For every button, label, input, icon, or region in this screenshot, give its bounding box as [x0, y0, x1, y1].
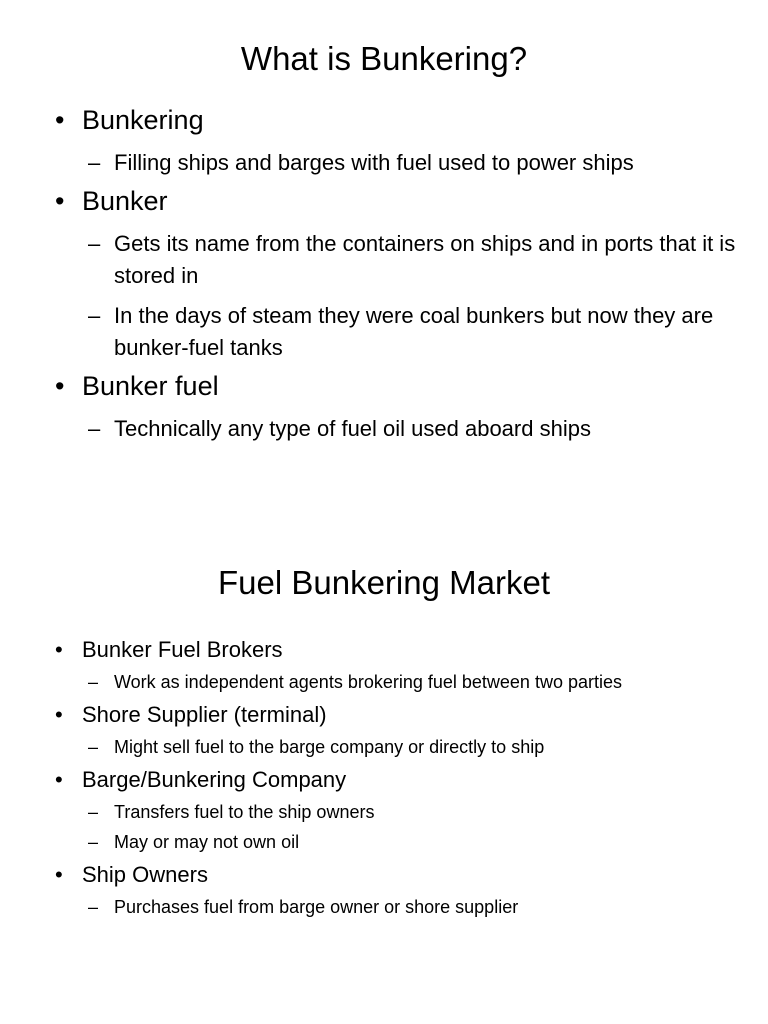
dash-icon: – [88, 832, 99, 852]
dash-icon: – [88, 672, 99, 692]
sub-item-text: Technically any type of fuel oil used aboard ships [114, 416, 591, 441]
bullet-item-shore-supplier [0, 700, 768, 760]
sub-list [0, 147, 768, 179]
bullet-item-bunker [0, 182, 768, 364]
dash-icon: – [88, 737, 99, 757]
slide-fuel-bunkering-market [0, 510, 768, 1024]
dash-icon: – [88, 231, 101, 256]
bullet-dot-icon: • [55, 186, 65, 216]
sub-item-text: May or may not own oil [114, 832, 300, 852]
bullet-label: Bunker [82, 186, 168, 216]
sub-item-text: Transfers fuel to the ship owners [114, 802, 375, 822]
dash-icon: – [88, 802, 99, 822]
bullet-label: Ship Owners [82, 862, 208, 887]
sub-item-text: Work as independent agents brokering fuel between two parties [114, 672, 622, 692]
bullet-dot-icon: • [55, 702, 63, 727]
bullet-label: Shore Supplier (terminal) [82, 702, 327, 727]
bullet-item-ship-owners [0, 860, 768, 920]
sub-item [0, 894, 768, 920]
slide-what-is-bunkering [0, 0, 768, 510]
bullet-dot-icon: • [55, 371, 65, 401]
bullet-item-bunker-fuel [0, 367, 768, 445]
bullet-dot-icon: • [55, 767, 63, 792]
bullet-item-bunkering [0, 101, 768, 179]
bullet-dot-icon: • [55, 637, 63, 662]
dash-icon: – [88, 416, 101, 441]
sub-item [0, 734, 768, 760]
sub-item [0, 799, 768, 825]
sub-item [0, 413, 768, 445]
sub-list [0, 228, 768, 364]
bullet-item-brokers [0, 635, 768, 695]
sub-list [0, 734, 768, 760]
bullet-label: Bunker fuel [82, 371, 219, 401]
sub-list [0, 669, 768, 695]
dash-icon: – [88, 303, 101, 328]
sub-list [0, 799, 768, 855]
sub-list [0, 894, 768, 920]
sub-item-text: In the days of steam they were coal bunkers but now they are bunker-fuel tanks [114, 303, 714, 360]
sub-item [0, 147, 768, 179]
sub-list [0, 413, 768, 445]
sub-item-text: Purchases fuel from barge owner or shore supplier [114, 897, 519, 917]
sub-item [0, 669, 768, 695]
sub-item-text: Filling ships and barges with fuel used to power ships [114, 150, 634, 175]
bullet-item-barge-company [0, 765, 768, 855]
sub-item-text: Gets its name from the containers on ships and in ports that it is stored in [114, 231, 736, 288]
bullet-list [0, 630, 768, 924]
bullet-dot-icon: • [55, 862, 63, 887]
slide-title: What is Bunkering? [240, 40, 528, 77]
sub-item [0, 300, 768, 364]
bullet-dot-icon: • [55, 105, 65, 135]
bullet-list [0, 98, 768, 448]
bullet-label: Barge/Bunkering Company [82, 767, 347, 792]
sub-item [0, 829, 768, 855]
dash-icon: – [88, 150, 101, 175]
bullet-label: Bunker Fuel Brokers [82, 637, 283, 662]
sub-item [0, 228, 768, 292]
bullet-label: Bunkering [82, 105, 204, 135]
sub-item-text: Might sell fuel to the barge company or directly to ship [114, 737, 545, 757]
slide-title: Fuel Bunkering Market [218, 564, 550, 601]
dash-icon: – [88, 897, 99, 917]
